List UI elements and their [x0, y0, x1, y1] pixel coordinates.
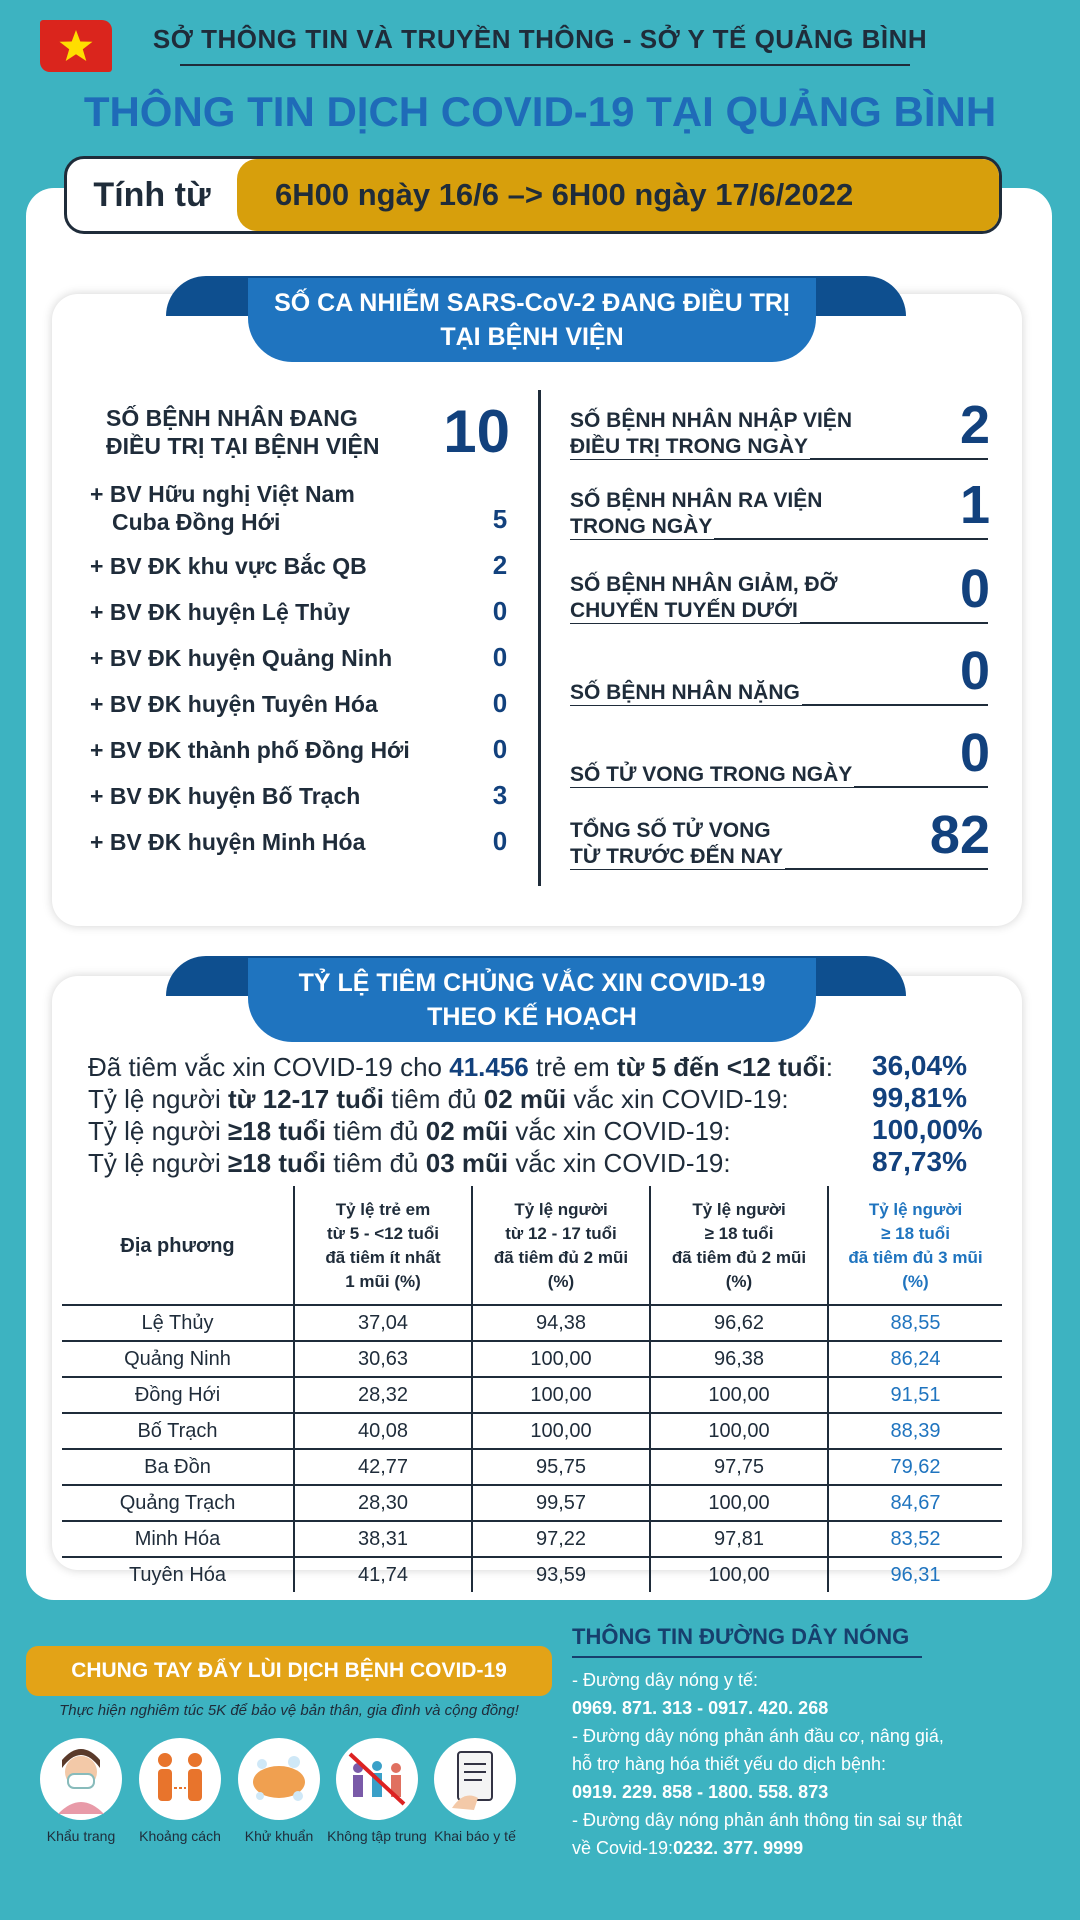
- mask-icon: [40, 1738, 122, 1820]
- hotline-title: THÔNG TIN ĐƯỜNG DÂY NÓNG: [572, 1624, 910, 1649]
- hospital-item-value: 0: [492, 826, 508, 856]
- hospital-item-label: [90, 690, 490, 718]
- table-cell: 95,75: [472, 1449, 650, 1485]
- date-label: Tính từ: [93, 176, 211, 214]
- stat-value: 1: [959, 475, 990, 535]
- label-line: ĐIỀU TRỊ TRONG NGÀY: [570, 435, 809, 458]
- text: :: [825, 1052, 833, 1082]
- header-line: đã tiêm đủ 2 mũi: [493, 1248, 629, 1267]
- text: vắc xin COVID-19:: [508, 1116, 731, 1146]
- emphasis: 02 mũi: [425, 1116, 509, 1146]
- table-row: [62, 1557, 1002, 1592]
- label-line: TRONG NGÀY: [570, 515, 713, 538]
- hospital-item-label: [90, 828, 490, 856]
- header-line: Tỷ lệ người: [868, 1200, 963, 1219]
- label-line: Cuba Đồng Hới: [112, 509, 281, 535]
- stat-value: 0: [959, 641, 990, 701]
- table-row: [62, 1305, 1002, 1341]
- vaccine-line: [88, 1148, 731, 1179]
- emphasis: từ 5 đến <12 tuổi: [616, 1052, 826, 1082]
- header-line: Tỷ lệ người: [514, 1200, 608, 1219]
- emphasis: 03 mũi: [425, 1148, 509, 1178]
- stat-value: 0: [959, 559, 990, 619]
- label-line: TỪ TRƯỚC ĐẾN NAY: [570, 845, 783, 868]
- header-line: ≥ 18 tuổi: [704, 1224, 774, 1243]
- organization-name: SỞ THÔNG TIN VÀ TRUYỀN THÔNG - SỞ Y TẾ QUẢNG BÌNH: [152, 24, 928, 54]
- table-cell: 86,24: [828, 1341, 1002, 1377]
- label-line: SỐ BỆNH NHÂN ĐANG: [106, 405, 358, 431]
- header-line: đã tiêm đủ 2 mũi: [671, 1248, 807, 1267]
- table-cell: 100,00: [472, 1377, 650, 1413]
- table-cell: 28,32: [294, 1377, 472, 1413]
- table-cell: 79,62: [828, 1449, 1002, 1485]
- vietnam-flag-icon: [40, 20, 112, 72]
- header-line: Tỷ lệ trẻ em: [335, 1200, 431, 1219]
- vaccine-percentage: 36,04%: [872, 1050, 967, 1081]
- table-cell: 42,77: [294, 1449, 472, 1485]
- stat-value: 0: [959, 723, 990, 783]
- table-cell: 97,22: [472, 1521, 650, 1557]
- vaccine-line: [88, 1084, 789, 1115]
- header-line: từ 5 - <12 tuổi: [327, 1224, 439, 1243]
- vaccine-percentage: 87,73%: [872, 1146, 967, 1177]
- header-line: đã tiêm ít nhất: [325, 1248, 441, 1267]
- table-cell: 96,38: [650, 1341, 828, 1377]
- header-line: (%): [547, 1272, 575, 1291]
- header-line: (%): [902, 1272, 929, 1291]
- table-cell: 41,74: [294, 1557, 472, 1592]
- vaccine-ribbon: [248, 958, 816, 1042]
- table-cell: Quảng Trạch: [62, 1485, 294, 1521]
- table-cell: Quảng Ninh: [62, 1341, 294, 1377]
- divider: [572, 1656, 922, 1658]
- column-divider: [538, 390, 541, 886]
- vaccine-percentage: 99,81%: [872, 1082, 967, 1113]
- label-line: + BV ĐK khu vực Bắc QB: [90, 553, 367, 579]
- table-cell: 84,67: [828, 1485, 1002, 1521]
- ribbon-line: SỐ CA NHIỄM SARS-CoV-2 ĐANG ĐIỀU TRỊ: [274, 289, 790, 317]
- hospital-item-value: 0: [492, 596, 508, 626]
- label-line: SỐ TỬ VONG TRONG NGÀY: [570, 763, 853, 786]
- table-row: [62, 1449, 1002, 1485]
- label-line: CHUYỂN TUYẾN DƯỚI: [570, 599, 798, 622]
- total-treating-value: 10: [443, 398, 510, 465]
- label-line: + BV Hữu nghị Việt Nam: [90, 481, 355, 507]
- label-line: + BV ĐK huyện Quảng Ninh: [90, 645, 393, 671]
- text: tiêm đủ: [326, 1116, 426, 1146]
- hotline-line: 0969. 871. 313 - 0917. 420. 268: [572, 1698, 829, 1718]
- label-line: SỐ BỆNH NHÂN NHẬP VIỆN: [570, 409, 852, 432]
- hospital-item-value: 0: [492, 688, 508, 718]
- hospital-item-value: 0: [492, 642, 508, 672]
- health-declaration-icon: [434, 1738, 516, 1820]
- hotline-line: 0919. 229. 858 - 1800. 558. 873: [572, 1782, 829, 1802]
- icon-label: Không tập trung: [327, 1828, 427, 1844]
- vaccine-percentage: 100,00%: [872, 1114, 983, 1145]
- table-cell: 40,08: [294, 1413, 472, 1449]
- table-cell: Bố Trạch: [62, 1413, 294, 1449]
- label-line: SỐ BỆNH NHÂN GIẢM, ĐỠ: [570, 573, 838, 596]
- header-line: ≥ 18 tuổi: [881, 1224, 950, 1243]
- table-cell: 37,04: [294, 1305, 472, 1341]
- emphasis: ≥18 tuổi: [227, 1116, 327, 1146]
- table-header: [828, 1186, 1002, 1305]
- table-cell: 97,75: [650, 1449, 828, 1485]
- label-line: SỐ BỆNH NHÂN RA VIỆN: [570, 489, 823, 512]
- ribbon-line: THEO KẾ HOẠCH: [427, 1003, 637, 1031]
- hand-wash-icon: [238, 1738, 320, 1820]
- date-value: 6H00 ngày 16/6 –> 6H00 ngày 17/6/2022: [237, 159, 999, 231]
- total-treating-label: [106, 404, 379, 460]
- header-line: Tỷ lệ người: [692, 1200, 786, 1219]
- hotline-line: hỗ trợ hàng hóa thiết yếu do dịch bệnh:: [572, 1754, 887, 1774]
- hotline-number: 0232. 377. 9999: [673, 1838, 804, 1858]
- table-header: [650, 1186, 828, 1305]
- stat-value: 2: [959, 395, 990, 455]
- table-cell: 93,59: [472, 1557, 650, 1592]
- label-line: + BV ĐK huyện Bố Trạch: [90, 783, 361, 809]
- table-cell: 91,51: [828, 1377, 1002, 1413]
- slogan-subtitle: Thực hiện nghiêm túc 5K để bảo vệ bản thân, gia đình và cộng đồng!: [59, 1702, 519, 1719]
- icon-label: Khoảng cách: [139, 1828, 221, 1844]
- table-cell: 100,00: [472, 1341, 650, 1377]
- hospital-item-label: [90, 782, 490, 810]
- text: trẻ em: [528, 1052, 617, 1082]
- label-line: ĐIỀU TRỊ TẠI BỆNH VIỆN: [106, 433, 380, 459]
- table-cell: 30,63: [294, 1341, 472, 1377]
- icon-label: Khử khuẩn: [244, 1828, 314, 1844]
- hospital-item-value: 3: [492, 780, 508, 810]
- text: tiêm đủ: [326, 1148, 426, 1178]
- text: Tỷ lệ người: [88, 1084, 228, 1114]
- date-range-bar: [64, 156, 1002, 234]
- table-cell: Minh Hóa: [62, 1521, 294, 1557]
- emphasis: 41.456: [449, 1052, 529, 1082]
- hotline-line: - Đường dây nóng y tế:: [572, 1670, 758, 1690]
- hospital-item-label: [90, 552, 490, 580]
- table-cell: 100,00: [472, 1413, 650, 1449]
- table-cell: 28,30: [294, 1485, 472, 1521]
- table-cell: Lệ Thủy: [62, 1305, 294, 1341]
- hospital-item-value: 0: [492, 734, 508, 764]
- table-header: [62, 1186, 294, 1305]
- table-cell: 96,62: [650, 1305, 828, 1341]
- text: Tỷ lệ người: [88, 1148, 228, 1178]
- hotline-last-line: [572, 1838, 803, 1859]
- vaccine-line: [88, 1116, 731, 1147]
- label-line: + BV ĐK huyện Lệ Thủy: [90, 599, 351, 625]
- table-row: [62, 1413, 1002, 1449]
- label-line: + BV ĐK thành phố Đồng Hới: [90, 737, 410, 763]
- header-line: 1 mũi (%): [345, 1272, 421, 1291]
- table-row: [62, 1341, 1002, 1377]
- hospital-item-label: [90, 644, 490, 672]
- table-cell: 88,55: [828, 1305, 1002, 1341]
- table-cell: 97,81: [650, 1521, 828, 1557]
- header-line: đã tiêm đủ 3 mũi: [848, 1248, 983, 1267]
- hospital-item-value: 5: [492, 504, 508, 534]
- icon-label: Khẩu trang: [46, 1828, 116, 1844]
- label-line: + BV ĐK huyện Minh Hóa: [90, 829, 366, 855]
- table-row: [62, 1377, 1002, 1413]
- table-row: [62, 1485, 1002, 1521]
- table-cell: Đồng Hới: [62, 1377, 294, 1413]
- distance-icon: [139, 1738, 221, 1820]
- table-cell: 100,00: [650, 1377, 828, 1413]
- table-cell: 94,38: [472, 1305, 650, 1341]
- label-line: TỔNG SỐ TỬ VONG: [570, 819, 771, 842]
- table-cell: 100,00: [650, 1413, 828, 1449]
- text: Tỷ lệ người: [88, 1116, 228, 1146]
- vaccine-line: [88, 1052, 833, 1083]
- table-row: [62, 1521, 1002, 1557]
- divider: [180, 64, 910, 66]
- emphasis: 02 mũi: [483, 1084, 567, 1114]
- slogan-banner: CHUNG TAY ĐẨY LÙI DỊCH BỆNH COVID-19: [26, 1646, 552, 1696]
- label-line: SỐ BỆNH NHÂN NẶNG: [570, 681, 800, 704]
- no-crowd-icon: [336, 1738, 418, 1820]
- hospital-item-label: [90, 736, 490, 764]
- table-cell: 100,00: [650, 1557, 828, 1592]
- hotline-line: - Đường dây nóng phản ánh đầu cơ, nâng giá,: [572, 1726, 944, 1746]
- emphasis: từ 12-17 tuổi: [227, 1084, 385, 1114]
- hotline-text: về Covid-19:: [572, 1838, 674, 1858]
- hospital-item-label: [90, 480, 490, 536]
- table-cell: 100,00: [650, 1485, 828, 1521]
- table-cell: 99,57: [472, 1485, 650, 1521]
- header-line: từ 12 - 17 tuổi: [505, 1224, 617, 1243]
- hospital-item-label: [90, 598, 490, 626]
- table-cell: Ba Đồn: [62, 1449, 294, 1485]
- table-cell: 88,39: [828, 1413, 1002, 1449]
- ribbon-line: TẠI BỆNH VIỆN: [440, 323, 624, 351]
- header-line: (%): [725, 1272, 753, 1291]
- hospital-item-value: 2: [492, 550, 508, 580]
- page-title: THÔNG TIN DỊCH COVID-19 TẠI QUẢNG BÌNH: [83, 88, 997, 135]
- label-line: + BV ĐK huyện Tuyên Hóa: [90, 691, 378, 717]
- table-cell: 96,31: [828, 1557, 1002, 1592]
- ribbon-line: TỶ LỆ TIÊM CHỦNG VẮC XIN COVID-19: [298, 969, 766, 997]
- emphasis: ≥18 tuổi: [227, 1148, 327, 1178]
- hospital-ribbon: [248, 278, 816, 362]
- text: vắc xin COVID-19:: [566, 1084, 789, 1114]
- vaccine-table: [62, 1186, 1002, 1592]
- stat-value: 82: [929, 805, 990, 865]
- hotline-line: - Đường dây nóng phản ánh thông tin sai sự thật: [572, 1810, 963, 1830]
- table-cell: 83,52: [828, 1521, 1002, 1557]
- table-header: [294, 1186, 472, 1305]
- icon-label: Khai báo y tế: [434, 1828, 516, 1844]
- table-cell: Tuyên Hóa: [62, 1557, 294, 1592]
- header-line: Địa phương: [120, 1235, 235, 1257]
- table-cell: 38,31: [294, 1521, 472, 1557]
- table-header: [472, 1186, 650, 1305]
- text: Đã tiêm vắc xin COVID-19 cho: [88, 1052, 450, 1082]
- text: tiêm đủ: [384, 1084, 484, 1114]
- vaccine-table-wrap: [62, 1186, 1002, 1592]
- text: vắc xin COVID-19:: [508, 1148, 731, 1178]
